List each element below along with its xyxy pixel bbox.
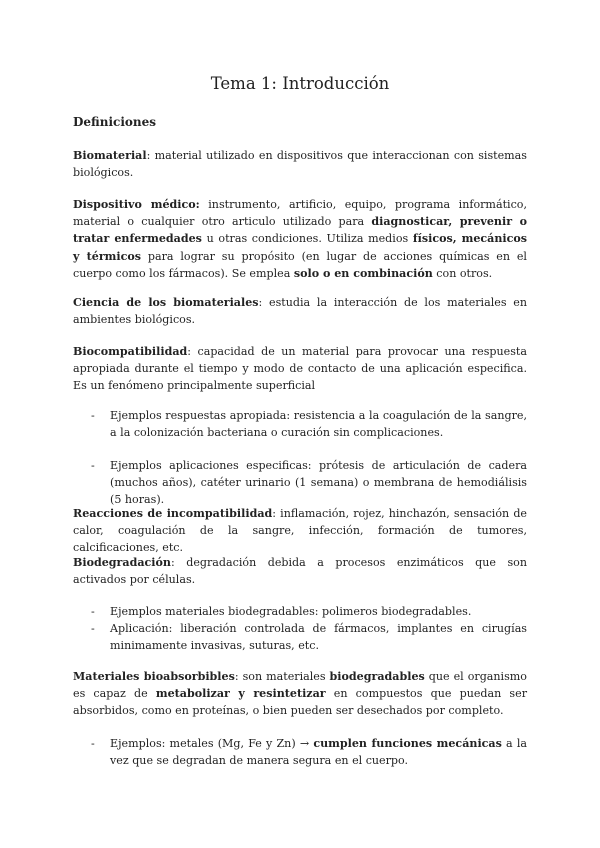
term-ciencia: Ciencia de los biomateriales: [73, 296, 259, 309]
bold-span: biodegradables: [329, 670, 425, 683]
list-item: [91, 735, 527, 769]
term-bioabsorbibles: Materiales bioabsorbibles: [73, 670, 235, 683]
bold-span: solo o en combinación: [293, 266, 433, 280]
list-item: [91, 407, 527, 441]
list-bullet: -: [91, 459, 95, 472]
bold-span: metabolizar y resintetizar: [155, 687, 326, 701]
list-item: [91, 457, 527, 509]
section-heading: Definiciones: [73, 115, 157, 129]
list-item-text: Ejemplos aplicaciones especificas: prótesis de articulación de cadera (muchos años), catéter urinario (1 semana) o membrana de hemodiálisis (5 horas).: [110, 459, 527, 507]
list-bullet: -: [91, 622, 95, 635]
text-span: instrumento, artificio, equipo, programa informático, material o cualquier otro articulo utilizado para: [73, 198, 527, 229]
term-reacciones: Reacciones de incompatibilidad: [73, 507, 273, 520]
text-span: en compuestos que puedan ser absorbidos, como en proteínas, o bien pueden ser desechados por completo.: [73, 687, 527, 718]
text-span: para lograr su propósito (en lugar de acciones químicas en el cuerpo como los fármacos). Se emplea: [73, 249, 527, 280]
list-bullet: -: [91, 409, 95, 422]
paragraph-bioabsorbibles: [73, 668, 527, 720]
list-item: [91, 620, 527, 654]
definition-ciencia: : estudia la interacción de los materiales en ambientes biológicos.: [73, 296, 527, 327]
text-span: : son materiales: [234, 670, 330, 683]
list-item-text: [110, 735, 527, 769]
bold-span: cumplen funciones mecánicas: [313, 737, 502, 750]
paragraph-dispositivo: [73, 196, 527, 282]
definition-biodegradacion: : degradación debida a procesos enzimáticos que son activados por células.: [73, 556, 527, 587]
definition-reacciones: : inflamación, rojez, hinchazón, sensación de calor, coagulación de la sangre, infección, formación de tumores, calcificaciones, etc.: [73, 507, 527, 555]
term-biodegradacion: Biodegradación: [73, 556, 171, 569]
text-span: Ejemplos: metales (Mg, Fe y Zn) →: [110, 737, 314, 750]
list-item-text: Ejemplos materiales biodegradables: polimeros biodegradables.: [110, 605, 472, 618]
paragraph-reacciones: [73, 505, 527, 557]
list-item: [91, 603, 527, 620]
bold-span: físicos, mecánicos y térmicos: [73, 232, 528, 263]
paragraph-biocompatibilidad: [73, 343, 527, 395]
bold-span: diagnosticar, prevenir o tratar enfermedades: [73, 215, 527, 246]
list-item-text: Aplicación: liberación controlada de fármacos, implantes en cirugías minimamente invasivas, suturas, etc.: [110, 622, 527, 653]
paragraph-ciencia: [73, 294, 527, 328]
text-span: con otros.: [432, 266, 493, 280]
list-bullet: -: [91, 605, 95, 618]
page-title: Tema 1: Introducción: [210, 74, 390, 93]
paragraph-biomaterial: [73, 147, 527, 181]
text-span: que el organismo es capaz de: [73, 670, 527, 701]
text-span: a la vez que se degradan de manera segura en el cuerpo.: [110, 737, 527, 768]
list-bullet: -: [91, 737, 95, 750]
paragraph-biodegradacion: [73, 554, 527, 588]
list-item-text: Ejemplos respuestas apropiada: resistencia a la coagulación de la sangre, a la colonización bacteriana o curación sin complicaciones.: [110, 409, 527, 440]
term-biomaterial: Biomaterial: [73, 149, 147, 162]
text-span: u otras condiciones. Utiliza medios: [201, 232, 413, 246]
term-biocompatibilidad: Biocompatibilidad: [73, 345, 188, 358]
definition-biomaterial: : material utilizado en dispositivos que interaccionan con sistemas biológicos.: [73, 149, 527, 180]
term-dispositivo: Dispositivo médico:: [73, 198, 200, 211]
definition-biocompatibilidad: : capacidad de un material para provocar una respuesta apropiada durante el tiempo y modo de contacto de una aplicación especifica. Es un fenómeno principalmente superficial: [73, 345, 527, 393]
